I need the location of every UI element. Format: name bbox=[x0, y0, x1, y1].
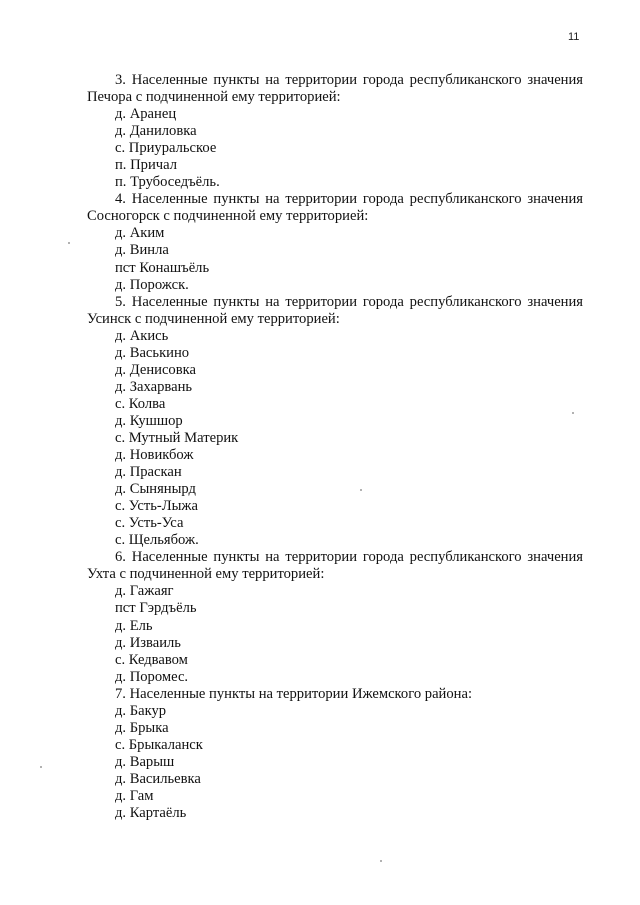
settlement-list bbox=[87, 583, 583, 685]
list-item: д. Варыш bbox=[115, 753, 175, 770]
settlement-list bbox=[87, 225, 583, 293]
list-item: д. Ель bbox=[115, 617, 153, 634]
list-item: д. Аранец bbox=[115, 106, 177, 123]
list-item: д. Сынянырд bbox=[115, 481, 196, 498]
list-item: д. Картаёль bbox=[115, 805, 187, 822]
document-body bbox=[87, 72, 583, 822]
section-heading: 7. Населенные пункты на территории Ижемского района: bbox=[115, 685, 472, 702]
list-item: д. Брыка bbox=[115, 719, 169, 736]
list-item: д. Винла bbox=[115, 242, 169, 259]
list-item: д. Бакур bbox=[115, 702, 167, 719]
list-item: д. Изваиль bbox=[115, 634, 181, 651]
list-item: д. Новикбож bbox=[115, 447, 194, 464]
list-item: д. Денисовка bbox=[115, 361, 196, 378]
settlement-list bbox=[87, 703, 583, 822]
scan-speck bbox=[68, 242, 70, 244]
section-heading: 4. Населенные пункты на территории города республиканского значения Сосногорск с подчиненной ему территорией: bbox=[87, 191, 583, 225]
list-item: п. Трубоседъёль. bbox=[115, 174, 220, 191]
list-item: д. Васильевка bbox=[115, 770, 201, 787]
list-item: д. Аким bbox=[115, 225, 165, 242]
list-item: пст Конашъёль bbox=[115, 259, 210, 276]
list-item: с. Брыкаланск bbox=[115, 736, 203, 753]
scan-speck bbox=[380, 860, 382, 862]
list-item: д. Кушшор bbox=[115, 412, 183, 429]
settlement-list bbox=[87, 106, 583, 191]
list-item: д. Праскан bbox=[115, 464, 182, 481]
list-item: с. Щельябож. bbox=[115, 532, 199, 549]
list-item: с. Кедвавом bbox=[115, 651, 188, 668]
list-item: д. Акись bbox=[115, 327, 169, 344]
scan-speck bbox=[40, 766, 42, 768]
scan-speck bbox=[360, 489, 362, 491]
list-item: с. Усть-Лыжа bbox=[115, 498, 198, 515]
list-item: д. Васькино bbox=[115, 344, 190, 361]
scan-speck bbox=[572, 412, 574, 414]
list-item: д. Гажаяг bbox=[115, 583, 174, 600]
page-number: 11 bbox=[568, 31, 580, 43]
settlement-list bbox=[87, 328, 583, 550]
section-heading: 5. Населенные пункты на территории города республиканского значения Усинск с подчиненной ему территорией: bbox=[87, 293, 583, 327]
list-item: д. Захарвань bbox=[115, 378, 193, 395]
list-item: д. Гам bbox=[115, 787, 154, 804]
list-item: с. Приуральское bbox=[115, 140, 217, 157]
list-item: пст Гэрдъёль bbox=[115, 600, 197, 617]
section-heading: 3. Населенные пункты на территории города республиканского значения Печора с подчиненной ему территорией: bbox=[87, 72, 583, 106]
list-item: д. Даниловка bbox=[115, 123, 197, 140]
list-item: д. Поромес. bbox=[115, 668, 189, 685]
list-item: с. Усть-Уса bbox=[115, 515, 184, 532]
section-heading: 6. Населенные пункты на территории города республиканского значения Ухта с подчиненной ему территорией: bbox=[87, 549, 583, 583]
list-item: с. Мутный Материк bbox=[115, 429, 239, 446]
list-item: д. Порожск. bbox=[115, 276, 189, 293]
list-item: с. Колва bbox=[115, 395, 166, 412]
list-item: п. Причал bbox=[115, 157, 177, 174]
